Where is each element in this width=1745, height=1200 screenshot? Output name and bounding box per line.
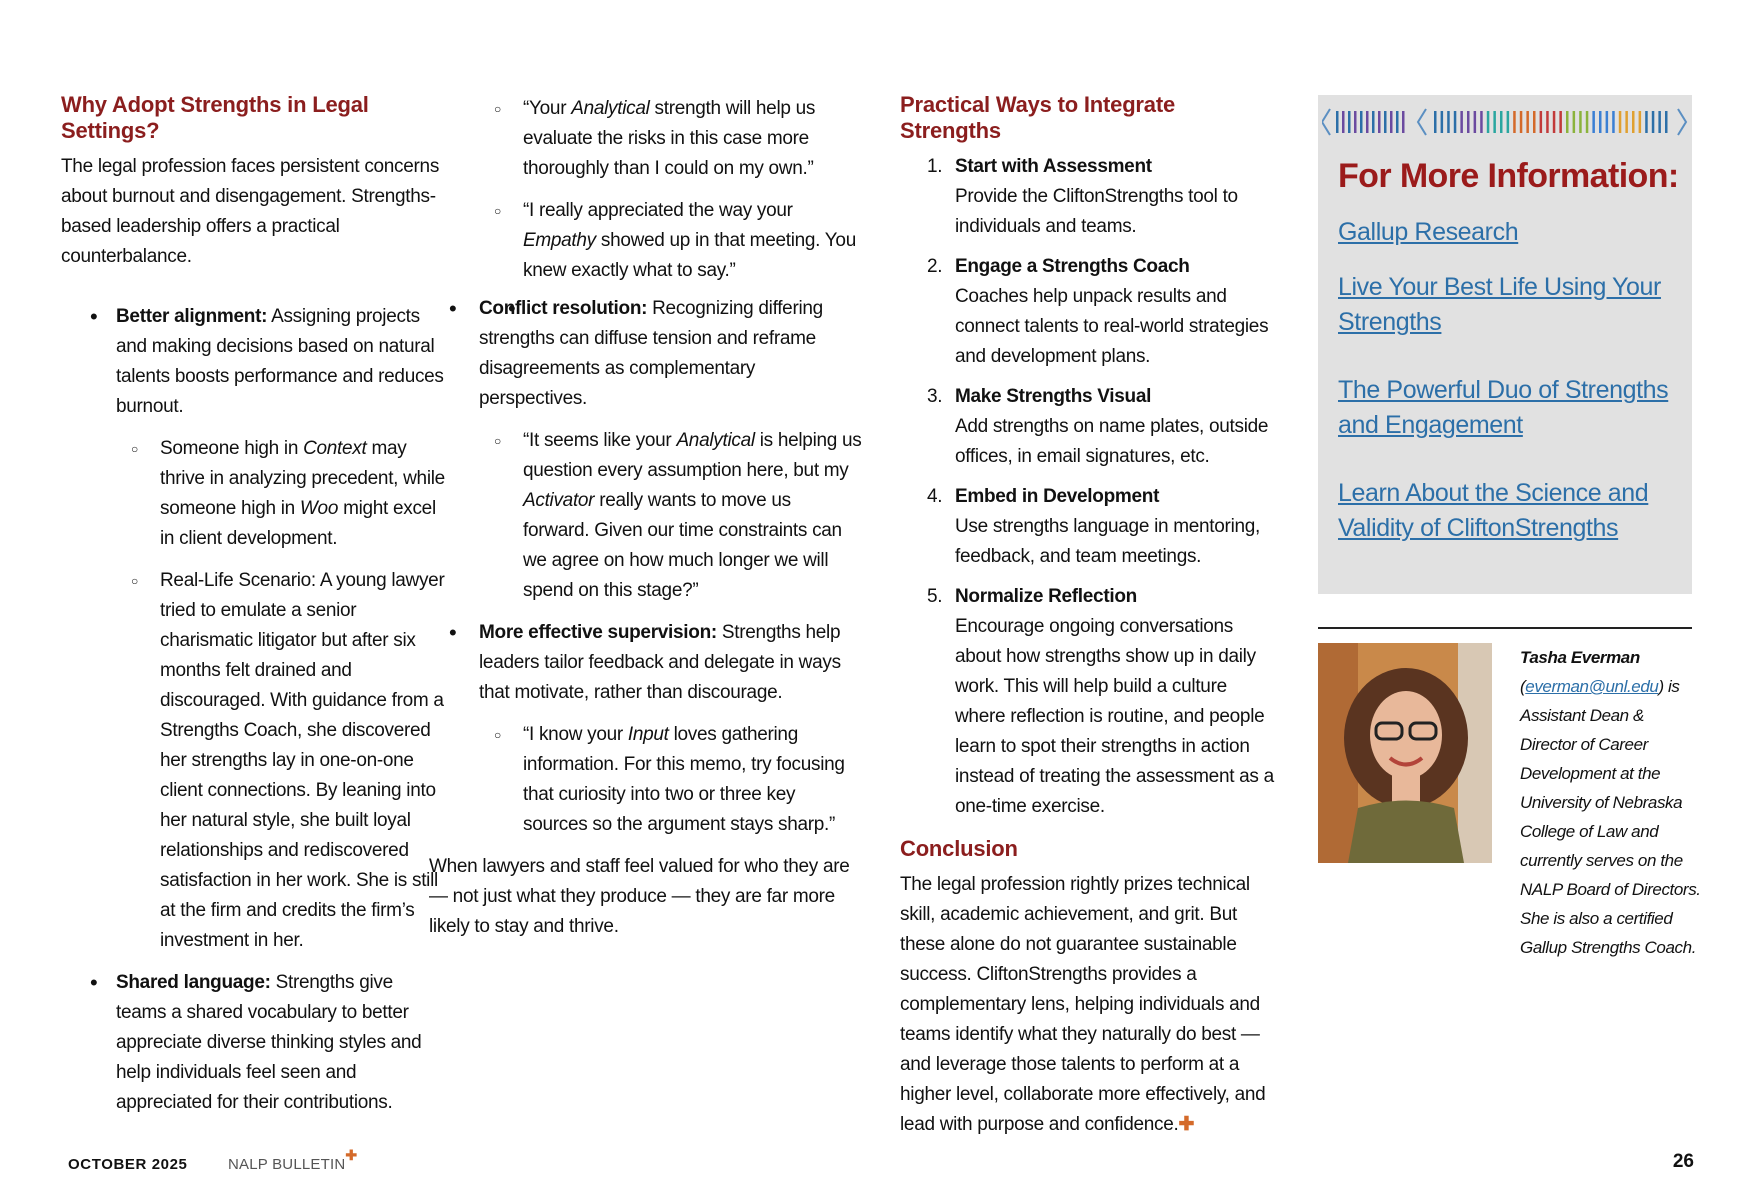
step-item [900, 382, 1280, 472]
section-heading-practical: Practical Ways to Integrate Strengths [900, 92, 1175, 143]
column-2 [429, 94, 862, 942]
quote-analytical: ○ “Your Analytical strength will help us evaluate the risks in this case more thoroughly than I could on my own.” [479, 94, 862, 184]
info-title: For More Information: [1338, 157, 1679, 195]
page-number: 26 [1672, 1151, 1694, 1172]
bullet-better-alignment: • Better alignment: Assigning projects and making decisions based on natural talents boosts performance and reduces burnout. ○ Someone high in Context may thrive in analyzing precedent, while someone high in Woo might excel in client development. ○ Real-Life Scenario: A young lawyer tried to emulate a senior charismatic litigator but after six months felt drained and discouraged. With guidance from a Strengths Coach, she discovered her strengths lay in one-on-one client connections. By leaning into her natural style, she built loyal relationships and rediscovered satisfaction in her work. She is still at the firm and credits the firm’s investment in her. [61, 302, 446, 956]
intro-paragraph: The legal profession faces persistent concerns about burnout and disengagement. Strengths-based leadership offers a practical counterbalance. [61, 156, 440, 267]
step-item [900, 582, 1280, 822]
step-text: Provide the CliftonStrengths tool to individuals and teams. [955, 186, 1238, 237]
more-information-box [1318, 95, 1692, 594]
steps-list [900, 152, 1280, 822]
step-item [900, 252, 1280, 372]
step-number: 1. [927, 156, 943, 177]
footer-date: OCTOBER 2025 [68, 1156, 188, 1173]
quote-empathy: ○ “I really appreciated the way your Empathy showed up in that meeting. You knew exactly what to say.” [479, 196, 862, 286]
link-gallup-research[interactable]: Gallup Research [1338, 218, 1519, 246]
step-number: 2. [927, 256, 943, 277]
author-bio-text: is Assistant Dean & Director of Career Development at the University of Nebraska College of Law and currently serves on the NALP Board of Directors. She is also a certified Gallup Strengths Coach. [1520, 677, 1701, 957]
bullet-effective-supervision: • More effective supervision: Strengths help leaders tailor feedback and delegate in ways that motivate, rather than discourage. ○ “I know your Input loves gathering information. For this memo, try focusing that curiosity into two or three key sources so the argument stays sharp.” [479, 618, 862, 840]
step-title: Make Strengths Visual [955, 386, 1152, 407]
sub-bullet-context: ○ Someone high in Context may thrive in analyzing precedent, while someone high in Woo might excel in client development. [116, 434, 446, 554]
step-number: 4. [927, 486, 943, 507]
column-3 [900, 92, 1280, 1140]
sub-bullet-scenario: ○ Real-Life Scenario: A young lawyer tried to emulate a senior charismatic litigator but after six months felt drained and discouraged. With guidance from a Strengths Coach, she discovered her strengths lay in one-on-one client connections. By leaning into her natural style, she built loyal relationships and rediscovered satisfaction in her work. She is still at the firm and credits the firm’s investment in her. [116, 566, 446, 956]
step-item [900, 482, 1280, 572]
divider-rule [1318, 627, 1692, 629]
step-text: Use strengths language in mentoring, feedback, and team meetings. [955, 516, 1261, 567]
step-text: Coaches help unpack results and connect talents to real-world strategies and development plans. [955, 286, 1269, 367]
quote-input: ○ “I know your Input loves gathering information. For this memo, try focusing that curiosity into two or three key sources so the argument stays sharp.” [479, 720, 862, 840]
author-name: Tasha Everman [1520, 648, 1640, 667]
step-item [900, 152, 1280, 242]
bullet-shared-language: • Shared language: Strengths give teams a shared vocabulary to better appreciate diverse thinking styles and help individuals feel seen and appreciated for their contributions. [61, 968, 446, 1118]
bullet-conflict-resolution: • • Conflict resolution: Recognizing differing strengths can diffuse tension and reframe disagreements as complementary perspectives. ○ “It seems like your Analytical is helping us question every assumption here, but my Activator really wants to move us forward. Given our time constraints can we agree on how much longer we will spend on this stage?” [479, 294, 862, 606]
conclusion-paragraph: The legal profession rightly prizes technical skill, academic achievement, and grit. But these alone do not guarantee sustainable success. CliftonStrengths provides a complementary lens, helping individuals and teams identify what they naturally do best — and leverage those talents to perform at a higher level, collaborate more effectively, and lead with purpose and confidence.✚ [900, 874, 1266, 1135]
link-live-your-best-life[interactable]: Live Your Best Life Using Your Strengths [1338, 273, 1661, 336]
step-number: 3. [927, 386, 943, 407]
step-text: Add strengths on name plates, outside offices, in email signatures, etc. [955, 416, 1269, 467]
end-plus-icon: ✚ [1178, 1114, 1195, 1135]
step-number: 5. [927, 586, 943, 607]
step-title: Embed in Development [955, 486, 1160, 507]
author-bio: Tasha Everman (everman@unl.edu) is Assistant Dean & Director of Career Development at the University of Nebraska College of Law and currently serves on the NALP Board of Directors. She is also a certified Gallup Strengths Coach. [1520, 648, 1701, 957]
link-science-validity[interactable]: Learn About the Science and Validity of CliftonStrengths [1338, 479, 1649, 542]
section-heading-conclusion: Conclusion [900, 836, 1018, 861]
column-1 [61, 92, 446, 1118]
step-title: Start with Assessment [955, 156, 1152, 177]
closing-paragraph: When lawyers and staff feel valued for who they are — not just what they produce — they are far more likely to stay and thrive. [429, 856, 850, 937]
author-photo [1318, 643, 1492, 863]
strengths-banner-graphic [1322, 107, 1688, 137]
step-title: Engage a Strengths Coach [955, 256, 1190, 277]
step-text: Encourage ongoing conversations about how strengths show up in daily work. This will help build a culture where reflection is routine, and people learn to spot their strengths in action instead of treating the assessment as a one-time exercise. [955, 616, 1274, 817]
section-heading-why: Why Adopt Strengths in Legal Settings? [61, 92, 369, 143]
author-email-link[interactable]: everman@unl.edu [1525, 677, 1659, 696]
footer-publication: NALP BULLETIN✚ [228, 1147, 358, 1173]
quote-activator: ○ “It seems like your Analytical is helping us question every assumption here, but my Activator really wants to move us forward. Given our time constraints can we agree on how much longer we will spend on this stage?” [479, 426, 862, 606]
link-powerful-duo[interactable]: The Powerful Duo of Strengths and Engagement [1338, 376, 1669, 439]
publication-plus-icon: ✚ [345, 1147, 358, 1163]
step-title: Normalize Reflection [955, 586, 1137, 607]
